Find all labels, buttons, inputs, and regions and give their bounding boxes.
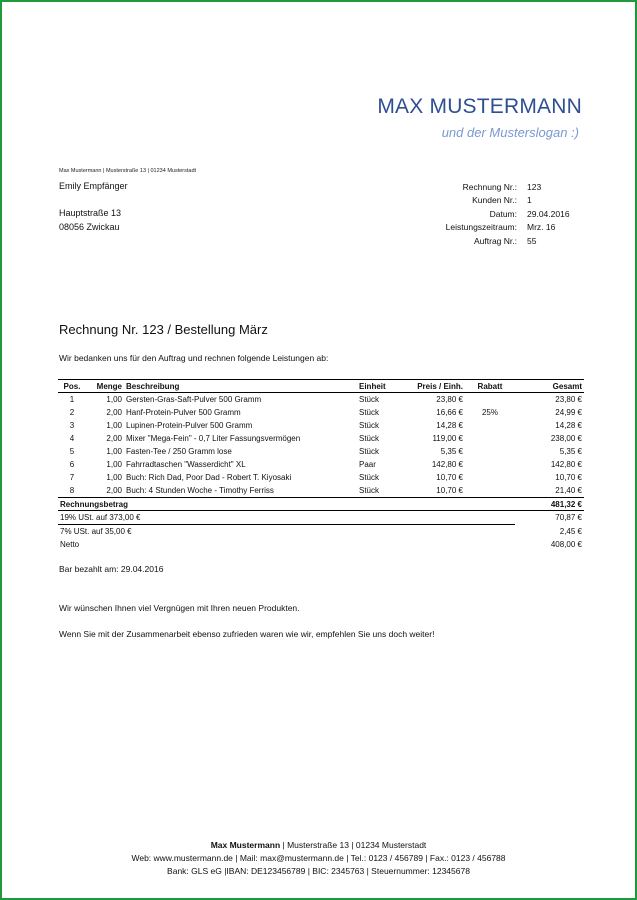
cell-rabatt (465, 393, 515, 407)
vat-label: 7% USt. auf 35,00 € (60, 527, 132, 536)
cell-pos: 2 (69, 408, 75, 417)
cell-beschreibung: Hanf-Protein-Pulver 500 Gramm (126, 408, 241, 417)
cell-pos: 8 (69, 486, 75, 495)
cell-menge: 2,00 (106, 408, 122, 417)
cell-preis: 142,80 € (431, 460, 463, 469)
footer-line-3: Bank: GLS eG |IBAN: DE123456789 | BIC: 2345763 | Steuernummer: 12345678 (167, 866, 470, 876)
recipient-city: 08056 Zwickau (59, 222, 120, 232)
cell-beschreibung: Fahrradtaschen "Wasserdicht" XL (126, 460, 246, 469)
invoice-meta (402, 180, 582, 248)
col-header-preis: Preis / Einh. (407, 380, 465, 393)
cell-preis: 10,70 € (436, 486, 463, 495)
net-label: Netto (60, 540, 80, 549)
meta-value: 123 (527, 181, 542, 192)
cell-einheit: Stück (359, 434, 380, 443)
col-header-beschreibung: Beschreibung (124, 380, 357, 393)
meta-row (402, 234, 582, 248)
cell-pos: 7 (69, 473, 75, 482)
cell-menge: 1,00 (106, 473, 122, 482)
cell-menge: 2,00 (106, 486, 122, 495)
meta-value: Mrz. 16 (527, 222, 556, 233)
vat-value: 70,87 € (555, 513, 582, 523)
col-header-pos: Pos. (58, 380, 86, 393)
cell-pos: 5 (69, 447, 75, 456)
vat-row (58, 525, 584, 539)
cell-gesamt: 5,35 € (559, 447, 582, 456)
cell-preis: 14,28 € (436, 421, 463, 430)
total-label: Rechnungsbetrag (58, 498, 515, 511)
net-row (58, 538, 584, 551)
cell-preis: 16,66 € (436, 408, 463, 417)
meta-label: Kunden Nr.: (472, 195, 517, 206)
cell-beschreibung: Fasten-Tee / 250 Gramm lose (126, 447, 232, 456)
meta-label: Rechnung Nr.: (462, 181, 517, 192)
cell-einheit: Stück (359, 473, 380, 482)
footer-address: | Musterstraße 13 | 01234 Musterstadt (280, 840, 427, 850)
footer-company-name: Max Mustermann (210, 840, 281, 850)
footer-line-2: Web: www.mustermann.de | Mail: max@mustermann.de | Tel.: 0123 / 456789 | Fax.: 0123 / 456788 (131, 853, 506, 863)
cell-preis: 10,70 € (436, 473, 463, 482)
meta-label: Datum: (489, 208, 517, 219)
cell-rabatt (465, 419, 515, 432)
meta-row (402, 180, 582, 194)
cell-menge: 1,00 (106, 421, 122, 430)
cell-rabatt (465, 471, 515, 484)
cell-gesamt: 14,28 € (555, 421, 582, 430)
cell-einheit: Stück (359, 395, 380, 404)
cell-menge: 2,00 (106, 434, 122, 443)
cell-preis: 5,35 € (440, 447, 463, 456)
col-header-einheit: Einheit (357, 380, 407, 393)
cell-beschreibung: Lupinen-Protein-Pulver 500 Gramm (126, 421, 253, 430)
meta-row (402, 207, 582, 221)
table-row (58, 445, 584, 458)
vat-value: 2,45 € (559, 526, 582, 536)
cell-gesamt: 238,00 € (550, 434, 582, 443)
total-row (58, 498, 584, 511)
table-row (58, 406, 584, 419)
cell-einheit: Paar (359, 460, 376, 469)
cell-beschreibung: Mixer "Mega-Fein" - 0,7 Liter Fassungsvermögen (126, 434, 301, 443)
cell-preis: 23,80 € (436, 395, 463, 404)
cell-menge: 1,00 (106, 460, 122, 469)
cell-einheit: Stück (359, 408, 380, 417)
cell-pos: 3 (69, 421, 75, 430)
table-row (58, 419, 584, 432)
sender-return-address: Max Mustermann | Musterstraße 13 | 01234 Musterstadt (59, 168, 197, 174)
footer-line-1 (2, 840, 635, 850)
cell-gesamt: 142,80 € (550, 460, 582, 469)
meta-row (402, 221, 582, 235)
col-header-rabatt: Rabatt (465, 380, 515, 393)
cell-einheit: Stück (359, 486, 380, 495)
cell-gesamt: 23,80 € (555, 395, 582, 404)
meta-label: Auftrag Nr.: (474, 235, 517, 246)
brand-name: MAX MUSTERMANN (377, 95, 582, 118)
cell-beschreibung: Buch: Rich Dad, Poor Dad - Robert T. Kiyosaki (126, 473, 292, 482)
meta-label: Leistungszeitraum: (445, 222, 517, 233)
meta-row (402, 194, 582, 208)
cell-rabatt (465, 458, 515, 471)
table-row (58, 458, 584, 471)
table-row (58, 471, 584, 484)
cell-pos: 6 (69, 460, 75, 469)
col-header-menge: Menge (86, 380, 124, 393)
cell-rabatt (465, 484, 515, 498)
cell-rabatt (465, 432, 515, 445)
cell-beschreibung: Buch: 4 Stunden Woche - Timothy Ferriss (126, 486, 274, 495)
cell-gesamt: 10,70 € (555, 473, 582, 482)
invoice-title: Rechnung Nr. 123 / Bestellung März (59, 322, 268, 337)
cell-gesamt: 24,99 € (555, 408, 582, 417)
closing-text-2: Wenn Sie mit der Zusammenarbeit ebenso zufrieden waren wie wir, empfehlen Sie uns doch weiter! (59, 629, 435, 639)
table-header-row (58, 380, 584, 393)
meta-value: 55 (527, 235, 537, 246)
payment-note: Bar bezahlt am: 29.04.2016 (59, 564, 164, 574)
col-header-gesamt: Gesamt (515, 380, 584, 393)
brand-slogan: und der Musterslogan :) (441, 125, 579, 140)
cell-rabatt (465, 445, 515, 458)
intro-text: Wir bedanken uns für den Auftrag und rechnen folgende Leistungen ab: (59, 353, 329, 363)
cell-menge: 1,00 (106, 447, 122, 456)
vat-label: 19% USt. auf 373,00 € (58, 511, 515, 525)
cell-einheit: Stück (359, 421, 380, 430)
closing-text-1: Wir wünschen Ihnen viel Vergnügen mit Ihren neuen Produkten. (59, 603, 300, 613)
cell-gesamt: 21,40 € (555, 486, 582, 495)
line-items-table (58, 379, 584, 551)
cell-pos: 1 (69, 395, 75, 404)
recipient-street: Hauptstraße 13 (59, 208, 122, 218)
cell-rabatt: 25% (481, 408, 498, 417)
total-value: 481,32 € (515, 498, 584, 511)
meta-value: 29.04.2016 (527, 208, 570, 219)
meta-value: 1 (527, 195, 532, 206)
table-row (58, 432, 584, 445)
vat-row (58, 511, 584, 525)
cell-preis: 119,00 € (432, 434, 463, 443)
cell-pos: 4 (69, 434, 75, 443)
table-row (58, 484, 584, 498)
recipient-name: Emily Empfänger (59, 181, 128, 191)
table-row (58, 393, 584, 407)
cell-beschreibung: Gersten-Gras-Saft-Pulver 500 Gramm (126, 395, 262, 404)
net-value: 408,00 € (550, 540, 582, 549)
cell-menge: 1,00 (106, 395, 122, 404)
cell-einheit: Stück (359, 447, 380, 456)
